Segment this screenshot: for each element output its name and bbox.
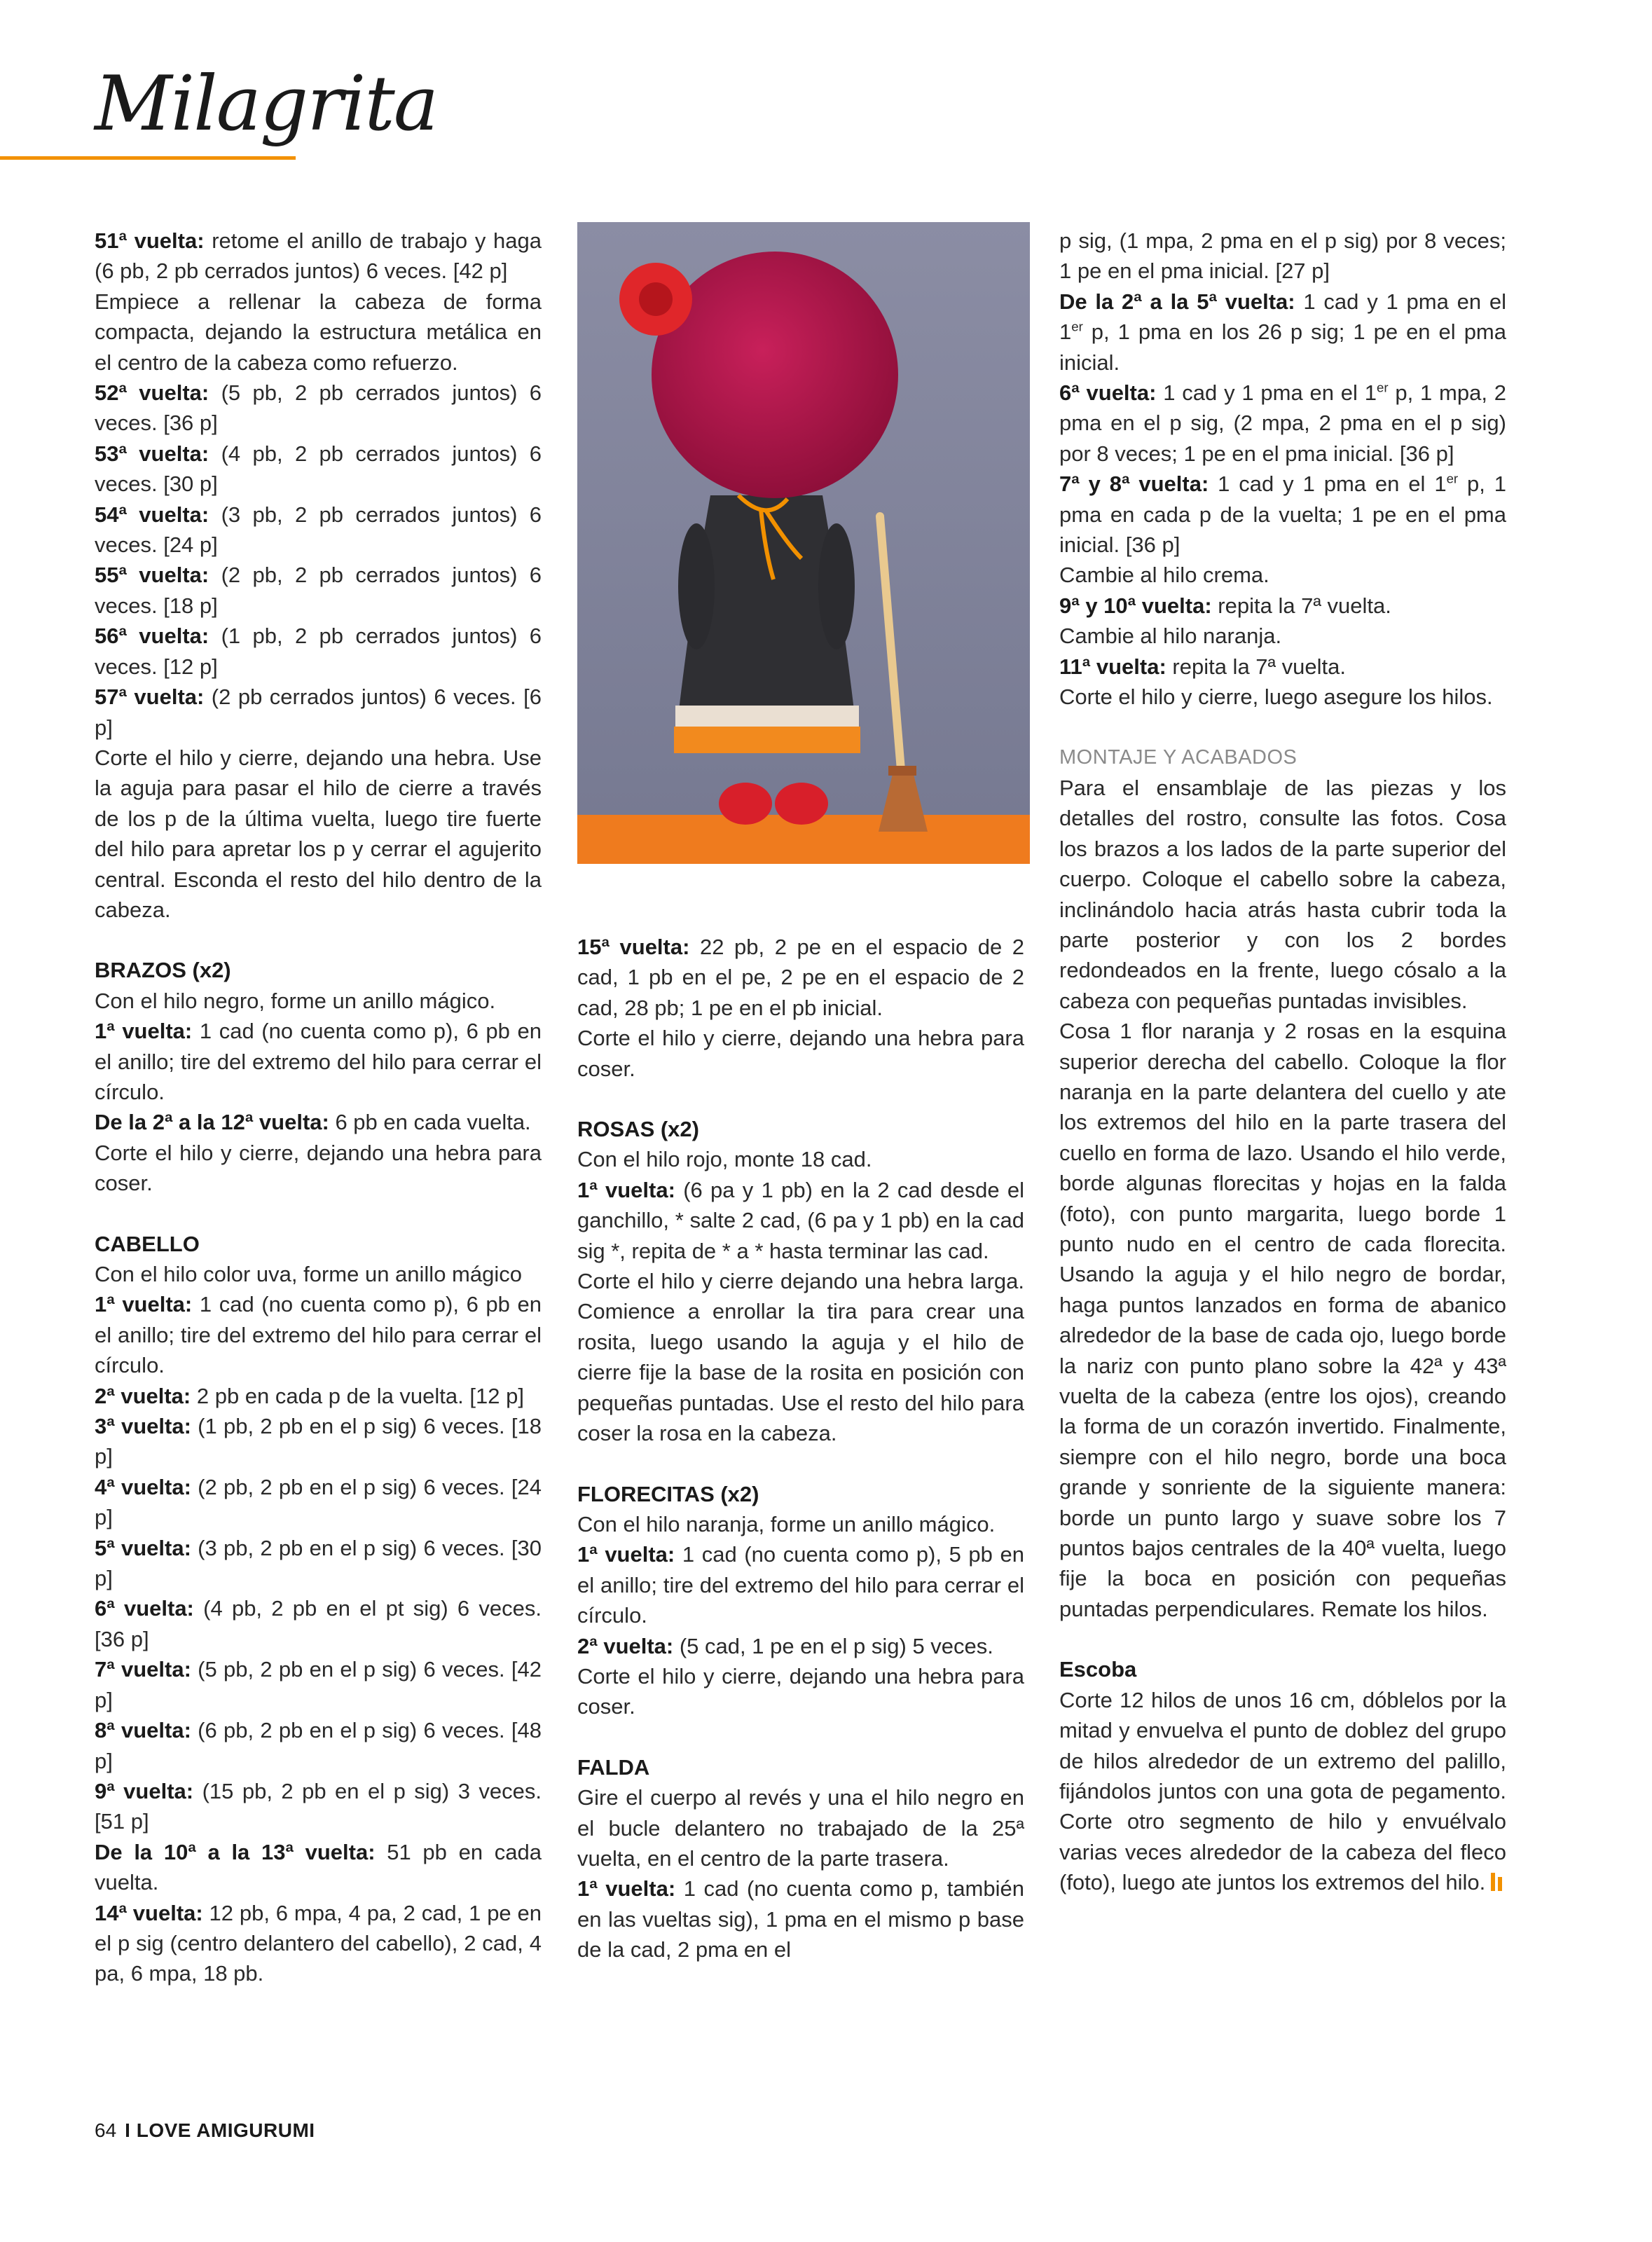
paragraph-text: (6 pb, 2 pb en el p sig) 6 veces. [48 p] — [95, 1718, 542, 1773]
instruction-round — [95, 1107, 542, 1137]
paragraph-text: 6 pb en cada vuelta. — [329, 1110, 531, 1135]
section-heading: FALDA — [577, 1754, 650, 1780]
round-label: 7ª vuelta: — [95, 1657, 191, 1682]
instruction-paragraph — [1059, 773, 1506, 1016]
instruction-round — [95, 1715, 542, 1776]
section-heading: ROSAS (x2) — [577, 1117, 699, 1142]
round-label: De la 2ª a la 12ª vuelta: — [95, 1110, 329, 1135]
instruction-round — [95, 226, 542, 287]
round-label: 8ª vuelta: — [95, 1718, 191, 1743]
paragraph-gap — [577, 1084, 1024, 1114]
paragraph-text: (2 pb cerrados juntos) 6 veces. [6 p] — [95, 685, 542, 740]
paragraph-text: Empiece a rellenar la cabeza de forma compacta, dejando la estructura metálica en el centro de la cabeza como refuerzo. — [95, 289, 542, 375]
dress-band-cream — [675, 706, 859, 727]
paragraph-text: (1 pb, 2 pb en el p sig) 6 veces. [18 p] — [95, 1414, 542, 1469]
instruction-round — [95, 1411, 542, 1472]
paragraph-gap — [577, 1449, 1024, 1479]
section-heading: BRAZOS (x2) — [95, 958, 231, 983]
paragraph-gap — [1059, 1624, 1506, 1654]
paragraph-text: 51 pb en cada vuelta. — [95, 1839, 542, 1895]
text-column-1 — [95, 226, 542, 1989]
round-label: 3ª vuelta: — [95, 1414, 191, 1439]
paragraph-text: 1 cad (no cuenta como p), 6 pb en el anillo; tire del extremo del hilo para cerrar el círculo. — [95, 1292, 542, 1378]
instruction-round — [95, 1472, 542, 1533]
left-arm — [678, 523, 715, 649]
instruction-paragraph — [1059, 682, 1506, 712]
title-underline — [0, 156, 296, 160]
round-label: 1ª vuelta: — [95, 1292, 193, 1317]
round-label: 11ª vuelta: — [1059, 654, 1166, 679]
paragraph-text: 1 cad (no cuenta como p, también en las vueltas sig), 1 pma en el mismo p base de la cad, 2 pma en el — [577, 1876, 1024, 1962]
instruction-round — [577, 1539, 1024, 1630]
paragraph-gap — [95, 1199, 542, 1229]
instruction-round — [95, 1016, 542, 1107]
round-label: 5ª vuelta: — [95, 1535, 191, 1560]
dress-band-orange — [674, 727, 860, 753]
instruction-round — [1059, 469, 1506, 560]
paragraph-text: (5 pb, 2 pb en el p sig) 6 veces. [42 p] — [95, 1657, 542, 1712]
round-label: De la 2ª a la 5ª vuelta: — [1059, 289, 1295, 314]
right-arm — [818, 523, 855, 649]
instruction-round — [95, 1289, 542, 1380]
paragraph-text: Con el hilo color uva, forme un anillo mágico — [95, 1262, 522, 1286]
paragraph-text: repita la 7ª vuelta. — [1166, 654, 1346, 679]
paragraph-text: 1 cad y 1 pma en el 1er p, 1 mpa, 2 pma en el p sig, (2 mpa, 2 pma en el p sig) por 8 veces; 1 pe en el pma inicial. [36 p] — [1059, 380, 1506, 466]
round-label: 6ª vuelta: — [95, 1596, 194, 1621]
paragraph-text: (4 pb, 2 pb cerrados juntos) 6 veces. [30 p] — [95, 441, 542, 497]
paragraph-text: Cambie al hilo naranja. — [1059, 624, 1282, 649]
instruction-round — [95, 621, 542, 682]
paragraph-text: 1 cad y 1 pma en el 1er p, 1 pma en cada p de la vuelta; 1 pe en el pma inicial. [36 p] — [1059, 471, 1506, 558]
section-heading: Escoba — [1059, 1657, 1137, 1682]
instruction-round — [95, 500, 542, 560]
paragraph-text: (3 pb, 2 pb en el p sig) 6 veces. [30 p] — [95, 1535, 542, 1591]
instruction-round — [1059, 378, 1506, 469]
instruction-round — [95, 1898, 542, 1989]
paragraph-text: repita la 7ª vuelta. — [1211, 593, 1391, 618]
instruction-paragraph — [577, 1509, 1024, 1539]
paragraph-text: p sig, (1 mpa, 2 pma en el p sig) por 8 veces; 1 pe en el pma inicial. [27 p] — [1059, 228, 1506, 284]
paragraph-gap — [95, 925, 542, 955]
instruction-paragraph — [95, 986, 542, 1016]
section-subheading: MONTAJE Y ACABADOS — [1059, 745, 1297, 769]
round-label: 7ª y 8ª vuelta: — [1059, 472, 1209, 497]
round-label: 2ª vuelta: — [577, 1633, 674, 1658]
paragraph-text: (5 cad, 1 pe en el p sig) 5 veces. — [673, 1633, 993, 1658]
instruction-paragraph — [95, 287, 542, 378]
page-number: 64 — [95, 2119, 117, 2141]
paragraph-text: Con el hilo rojo, monte 18 cad. — [577, 1147, 872, 1172]
paragraph-text: 12 pb, 6 mpa, 4 pa, 2 cad, 1 pe en el p sig (centro delantero del cabello), 2 cad, 4 pa, 6 mpa, 18 pb. — [95, 1900, 542, 1986]
paragraph-text: Con el hilo negro, forme un anillo mágico. — [95, 988, 496, 1013]
paragraph-text: 2 pb en cada p de la vuelta. [12 p] — [191, 1383, 524, 1408]
round-label: 56ª vuelta: — [95, 624, 209, 649]
paragraph-text: Gire el cuerpo al revés y una el hilo negro en el bucle delantero no trabajado de la 25ª vuelta, en el centro de la parte trasera. — [577, 1785, 1024, 1871]
paragraph-text: Corte el hilo y cierre, dejando una hebra para coser. — [577, 1026, 1024, 1081]
instruction-paragraph — [1059, 1016, 1506, 1624]
instruction-paragraph — [577, 1023, 1024, 1084]
round-label: 9ª y 10ª vuelta: — [1059, 593, 1212, 618]
paragraph-gap — [577, 1722, 1024, 1752]
right-shoe — [775, 783, 828, 825]
paragraph-text: 1 cad (no cuenta como p), 6 pb en el anillo; tire del extremo del hilo para cerrar el círculo. — [95, 1019, 542, 1104]
paragraph-text: (6 pa y 1 pb) en la 2 cad desde el ganchillo, * salte 2 cad, (6 pa y 1 pb) en la cad sig *, repita de * a * hasta terminar las cad. — [577, 1177, 1024, 1263]
section-heading: CABELLO — [95, 1231, 200, 1256]
paragraph-text: Corte el hilo y cierre dejando una hebra larga. Comience a enrollar la tira para crear una rosita, luego usando la aguja y el hilo de cierre fije la base de la rosita en posición con pequeñas puntadas. Use el resto del hilo para coser la rosa en la cabeza. — [577, 1269, 1024, 1446]
paragraph-text: 1 cad y 1 pma en el 1er p, 1 pma en los 26 p sig; 1 pe en el pma inicial. — [1059, 289, 1506, 375]
instruction-paragraph — [1059, 226, 1506, 287]
round-label: 1ª vuelta: — [577, 1542, 675, 1567]
paragraph-text: Cosa 1 flor naranja y 2 rosas en la esquina superior derecha del cabello. Coloque la flor naranja en la parte delantera del cuello y ate los extremos del hilo en la parte trasera del cuello en forma de lazo. Usando el hilo verde, borde algunas florecitas y hojas en la falda (foto), con punto margarita, luego borde 1 punto nudo en el centro de cada florecita. Usando la aguja y el hilo negro de bordar, haga puntos lanzados en forma de abanico alrededor de la base de cada ojo, luego borde la nariz con punto plano sobre la 42ª y 43ª vuelta de la cabeza (entre los ojos), creando la forma de un corazón invertido. Finalmente, siempre con el hilo negro, borde una boca grande y sonriente de la siguiente manera: borde un punto largo y suave sobre los 7 puntos bajos centrales de la 40ª vuelta, luego fije la boca en posición con pequeñas puntadas perpendiculares. Remate los hilos. — [1059, 1019, 1506, 1621]
paragraph-text: 22 pb, 2 pe en el espacio de 2 cad, 1 pb en el pe, 2 pe en el espacio de 2 cad, 28 pb; 1 pe en el pb inicial. — [577, 935, 1024, 1020]
instruction-round — [1059, 591, 1506, 621]
round-label: 55ª vuelta: — [95, 563, 209, 588]
paragraph-text: Con el hilo naranja, forme un anillo mágico. — [577, 1511, 996, 1536]
instruction-round — [1059, 652, 1506, 682]
round-label: 15ª vuelta: — [577, 935, 690, 959]
paragraph-gap — [1059, 713, 1506, 743]
paragraph-text: (3 pb, 2 pb cerrados juntos) 6 veces. [24 p] — [95, 502, 542, 558]
section-heading: FLORECITAS (x2) — [577, 1481, 759, 1506]
instruction-round — [577, 932, 1024, 1023]
instruction-paragraph — [95, 1259, 542, 1289]
magazine-name: I LOVE AMIGURUMI — [125, 2119, 315, 2141]
round-label: De la 10ª a la 13ª vuelta: — [95, 1839, 376, 1864]
round-label: 54ª vuelta: — [95, 502, 209, 527]
instruction-round — [95, 378, 542, 439]
instruction-paragraph — [577, 1661, 1024, 1722]
instruction-paragraph — [577, 1782, 1024, 1873]
paragraph-text: (2 pb, 2 pb cerrados juntos) 6 veces. [18 p] — [95, 563, 542, 618]
round-label: 1ª vuelta: — [577, 1876, 676, 1901]
paragraph-text: Corte el hilo y cierre, dejando una hebra para coser. — [95, 1140, 542, 1196]
instruction-round — [95, 560, 542, 621]
instruction-round — [95, 1837, 542, 1898]
instruction-round — [577, 1873, 1024, 1965]
amigurumi-doll-image — [577, 222, 1030, 864]
paragraph-text: Corte el hilo y cierre, luego asegure los hilos. — [1059, 685, 1493, 710]
paragraph-text: (5 pb, 2 pb cerrados juntos) 6 veces. [36 p] — [95, 380, 542, 436]
text-column-2 — [577, 932, 1024, 1965]
paragraph-text: retome el anillo de trabajo y haga (6 pb, 2 pb cerrados juntos) 6 veces. [42 p] — [95, 228, 542, 284]
instruction-round — [95, 439, 542, 500]
paragraph-text: (4 pb, 2 pb en el pt sig) 6 veces. [36 p] — [95, 1596, 542, 1651]
round-label: 1ª vuelta: — [577, 1177, 675, 1202]
left-shoe — [719, 783, 772, 825]
round-label: 14ª vuelta: — [95, 1900, 203, 1925]
page-footer — [95, 2119, 315, 2142]
round-label: 57ª vuelta: — [95, 685, 205, 710]
instruction-round — [95, 1593, 542, 1654]
round-label: 52ª vuelta: — [95, 380, 209, 406]
paragraph-text: Corte 12 hilos de unos 16 cm, dóblelos por la mitad y envuelva el punto de doblez del grupo de hilos alrededor de un extremo del palillo, fijándolos juntos con una gota de pegamento. Corte otro segmento de hilo y envuélvalo varias veces alrededor de la cabeza del fleco (foto), luego ate juntos los extremos del hilo. — [1059, 1687, 1506, 1895]
instruction-paragraph — [1059, 1685, 1506, 1898]
paragraph-text: Corte el hilo y cierre, dejando una hebra. Use la aguja para pasar el hilo de cierre a través de los p de la última vuelta, luego tire fuerte del hilo para apretar los p y cerrar el agujerito central. Esconda el resto del hilo dentro de la cabeza. — [95, 745, 542, 922]
instruction-paragraph — [1059, 621, 1506, 651]
paragraph-text: (2 pb, 2 pb en el p sig) 6 veces. [24 p] — [95, 1474, 542, 1530]
instruction-round — [95, 1654, 542, 1715]
round-label: 1ª vuelta: — [95, 1019, 193, 1044]
paragraph-text: 1 cad (no cuenta como p), 5 pb en el anillo; tire del extremo del hilo para cerrar el círculo. — [577, 1542, 1024, 1628]
round-label: 6ª vuelta: — [1059, 380, 1157, 406]
round-label: 2ª vuelta: — [95, 1383, 191, 1408]
paragraph-text: (15 pb, 2 pb en el p sig) 3 veces. [51 p] — [95, 1778, 542, 1834]
page-title: Milagrita — [95, 60, 438, 148]
round-label: 51ª vuelta: — [95, 228, 205, 253]
round-label: 4ª vuelta: — [95, 1474, 191, 1499]
instruction-round — [95, 1381, 542, 1411]
instruction-paragraph — [577, 1144, 1024, 1174]
instruction-paragraph — [1059, 560, 1506, 590]
round-label: 53ª vuelta: — [95, 441, 209, 466]
instruction-round — [577, 1175, 1024, 1266]
instruction-round — [577, 1631, 1024, 1661]
paragraph-text: (1 pb, 2 pb cerrados juntos) 6 veces. [12 p] — [95, 624, 542, 679]
instruction-round — [95, 682, 542, 743]
instruction-round — [1059, 287, 1506, 378]
round-label: 9ª vuelta: — [95, 1778, 194, 1803]
instruction-paragraph — [95, 743, 542, 925]
instruction-paragraph — [95, 1138, 542, 1199]
paragraph-text: Para el ensamblaje de las piezas y los detalles del rostro, consulte las fotos. Cosa los brazos a los lados de la parte superior del cuerpo. Coloque el cabello sobre la cabeza, inclinándolo hacia atrás hasta cubrir toda la parte posterior y con los 2 bordes redondeados en la frente, luego cósalo a la cabeza con pequeñas puntadas invisibles. — [1059, 775, 1506, 1013]
paragraph-text: Corte el hilo y cierre, dejando una hebra para coser. — [577, 1663, 1024, 1719]
paragraph-text: Cambie al hilo crema. — [1059, 563, 1269, 588]
end-of-article-icon — [1491, 1873, 1503, 1891]
instruction-paragraph — [577, 1266, 1024, 1448]
instruction-round — [95, 1533, 542, 1594]
instruction-round — [95, 1776, 542, 1837]
text-column-3 — [1059, 226, 1506, 1898]
doll-photo — [577, 222, 1030, 864]
